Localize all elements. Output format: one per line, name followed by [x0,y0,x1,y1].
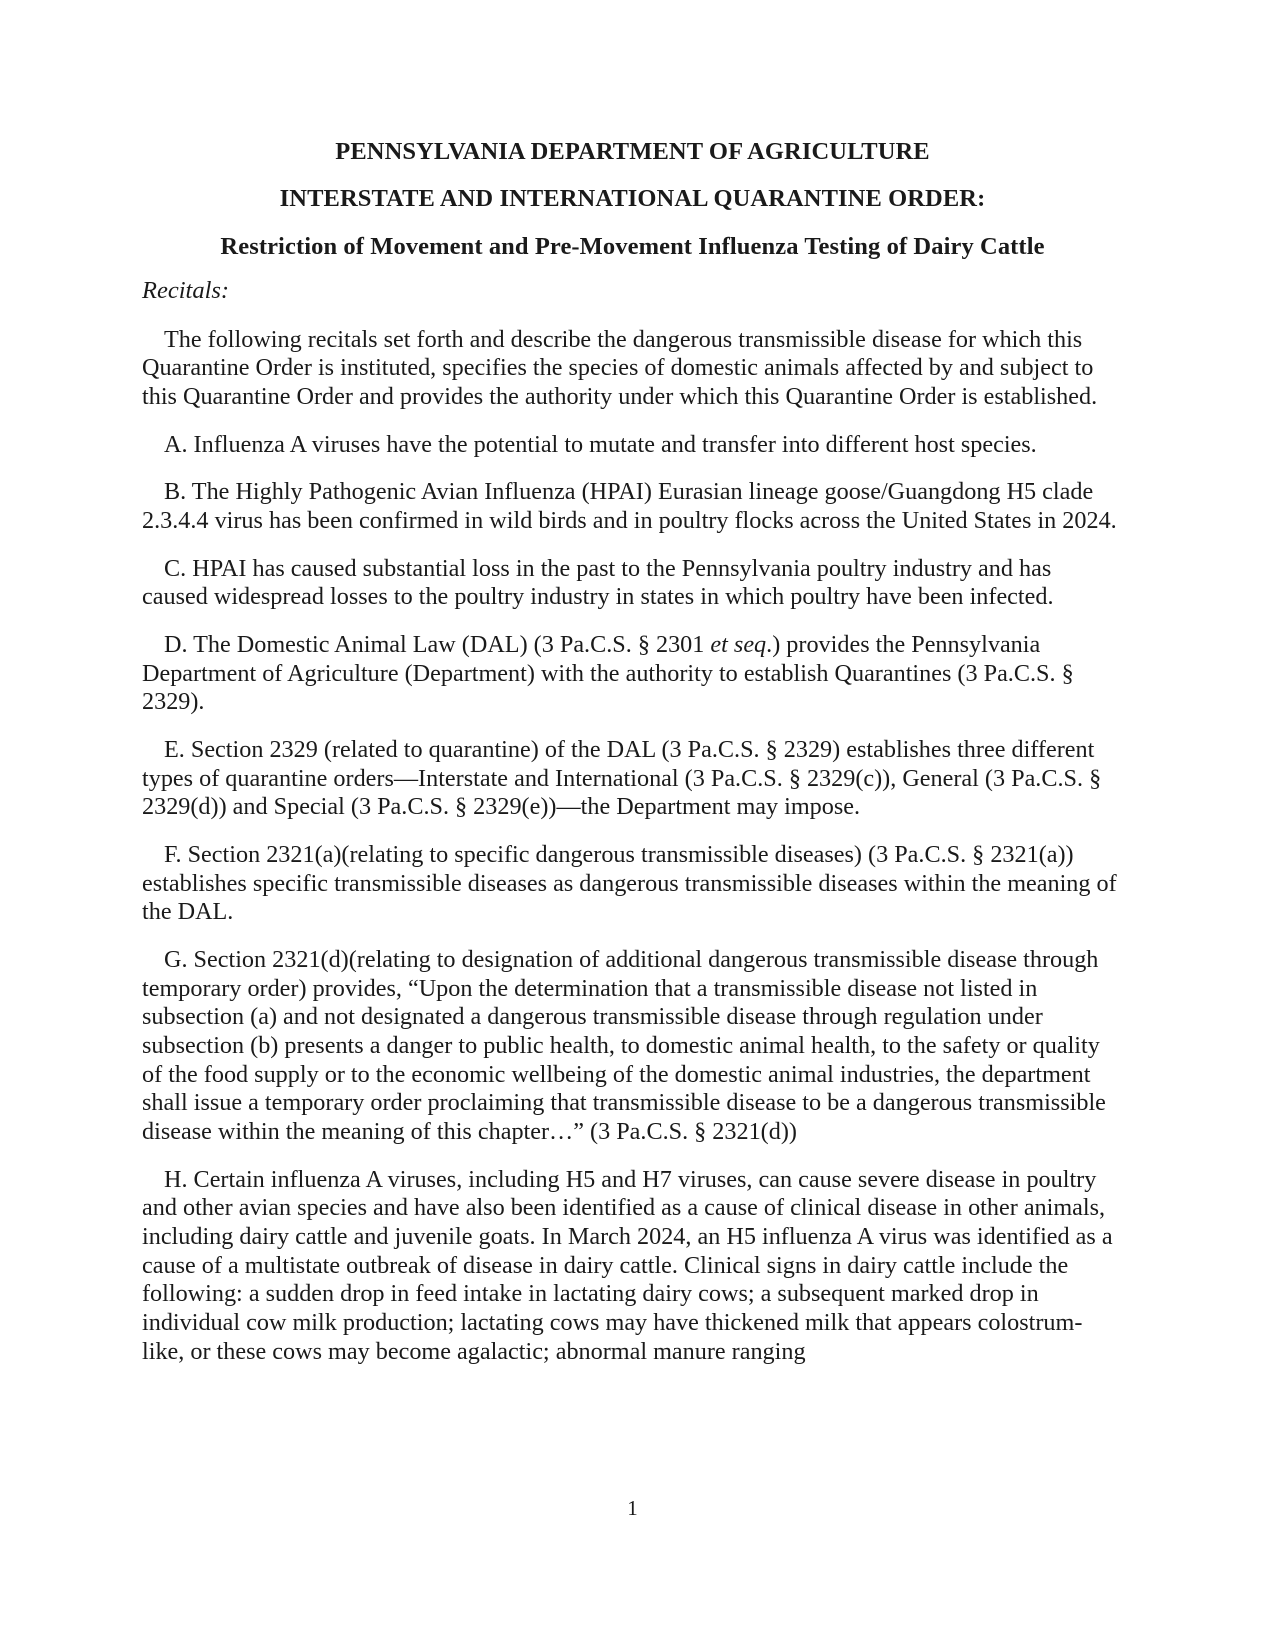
document-title-line-3: Restriction of Movement and Pre-Movement Influenza Testing of Dairy Cattle [220,232,1045,260]
paragraph-recital-g: G. Section 2321(d)(relating to designation of additional dangerous transmissible disease through temporary order) provides, “Upon the determination that a transmissible disease not listed in subsection (a) and not designated a dangerous transmissible disease through regulation under subsection (b) presents a danger to public health, to domestic animal health, to the safety or quality of the food supply or to the economic wellbeing of the domestic animal industries, the department shall issue a temporary order proclaiming that transmissible disease to be a dangerous transmissible disease within the meaning of this chapter…” (3 Pa.C.S. § 2321(d)) [142,945,1106,1145]
paragraph-recital-b: B. The Highly Pathogenic Avian Influenza (HPAI) Eurasian lineage goose/Guangdong H5 clade 2.3.4.4 virus has been confirmed in wild birds and in poultry flocks across the United States in 2024. [142,478,1117,534]
paragraph-recital-h: H. Certain influenza A viruses, including H5 and H7 viruses, can cause severe disease in poultry and other avian species and have also been identified as a cause of clinical disease in other animals, including dairy cattle and juvenile goats. In March 2024, an H5 influenza A virus was identified as a cause of a multistate outbreak of disease in dairy cattle. Clinical signs in dairy cattle include the following: a sudden drop in feed intake in lactating dairy cows; a subsequent marked drop in individual cow milk production; lactating cows may have thickened milk that appears colostrum-like, or these cows may become agalactic; abnormal manure ranging [142,1165,1113,1365]
paragraph-recital-c: C. HPAI has caused substantial loss in the past to the Pennsylvania poultry industry and has caused widespread losses to the poultry industry in states in which poultry have been infected. [142,554,1054,611]
paragraph-recital-d [142,631,1123,717]
recital-d-text-after-italic: .) provides the Pennsylvania Department of Agriculture (Department) with the authority to establish Quarantines (3 Pa.C.S. § 2329). [142,630,1074,716]
paragraph-recital-f: F. Section 2321(a)(relating to specific dangerous transmissible diseases) (3 Pa.C.S. § 2321(a)) establishes specific transmissible diseases as dangerous transmissible diseases within the meaning of the DAL. [142,840,1117,926]
document-title-line-2: INTERSTATE AND INTERNATIONAL QUARANTINE ORDER: [279,185,986,212]
page-number: 1 [627,1496,638,1520]
recitals-heading: Recitals: [142,277,230,304]
document-title-line-1: PENNSYLVANIA DEPARTMENT OF AGRICULTURE [335,138,930,165]
recital-d-italic-citation: et seq [710,630,767,658]
paragraph-recital-a: A. Influenza A viruses have the potential to mutate and transfer into different host species. [164,430,1037,458]
paragraph-recital-e: E. Section 2329 (related to quarantine) of the DAL (3 Pa.C.S. § 2329) establishes three different types of quarantine orders—Interstate and International (3 Pa.C.S. § 2329(c)), General (3 Pa.C.S. § 2329(d)) and Special (3 Pa.C.S. § 2329(e))—the Department may impose. [142,735,1102,821]
recital-d-text-before-italic: D. The Domestic Animal Law (DAL) (3 Pa.C.S. § 2301 [164,630,711,658]
paragraph-intro: The following recitals set forth and describe the dangerous transmissible disease for which this Quarantine Order is instituted, specifies the species of domestic animals affected by and subject to this Quarantine Order and provides the authority under which this Quarantine Order is established. [142,325,1098,410]
